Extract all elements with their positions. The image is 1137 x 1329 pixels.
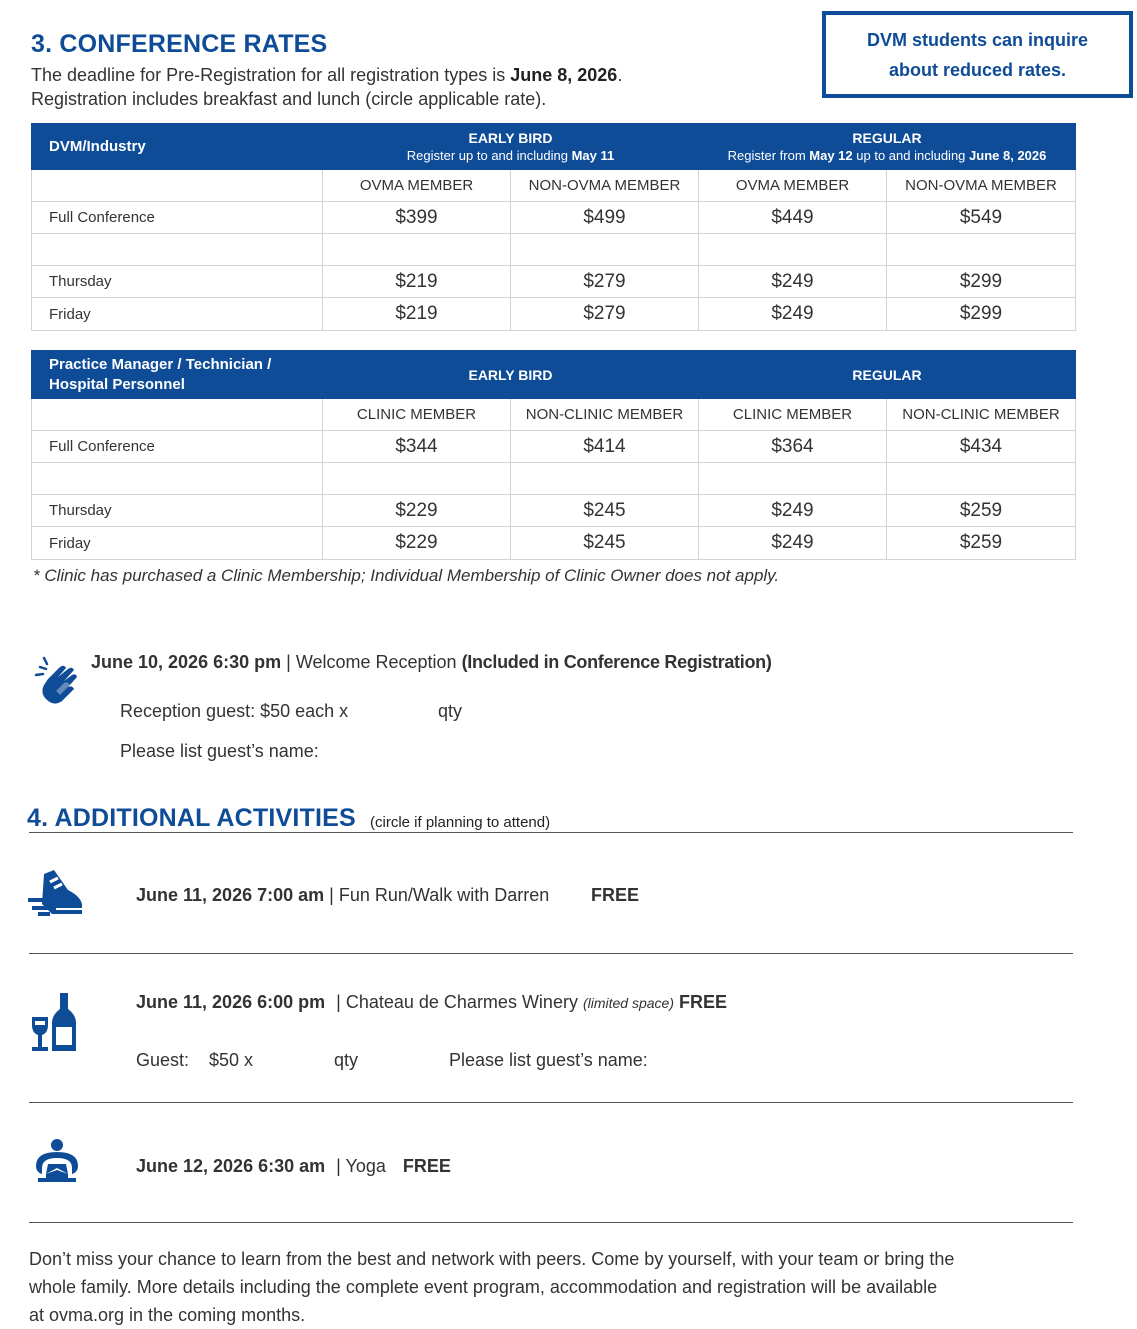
reception-datetime: June 10, 2026 6:30 pm	[91, 652, 282, 672]
regular-sub-mid: up to and including	[852, 147, 970, 163]
regular-title: REGULAR	[852, 129, 922, 146]
table-row	[32, 463, 1076, 495]
winery-guest-label: Guest:	[136, 1050, 190, 1070]
price-cell[interactable]: $259	[887, 527, 1076, 560]
regular-header: REGULAR	[699, 351, 1076, 399]
price-cell	[699, 463, 887, 495]
price-cell[interactable]: $249	[699, 298, 887, 331]
winery-name: Chateau de Charmes Winery	[345, 992, 578, 1012]
yoga-line	[136, 1156, 451, 1177]
row-label: Thursday	[32, 495, 323, 527]
price-cell	[511, 463, 699, 495]
column-header: NON-CLINIC MEMBER	[511, 399, 699, 431]
empty-cell	[32, 170, 323, 202]
price-cell	[887, 234, 1076, 266]
yoga-icon	[32, 1138, 82, 1188]
separator: |	[336, 992, 341, 1012]
clapping-hands-icon	[34, 655, 82, 709]
price-cell[interactable]: $219	[323, 266, 511, 298]
early-sub-text: Register up to and including	[406, 147, 572, 163]
price-cell	[323, 463, 511, 495]
price-cell[interactable]: $299	[887, 266, 1076, 298]
column-header-row	[32, 170, 1076, 202]
label-line-2: Hospital Personnel	[49, 375, 185, 393]
dvm-rates-table	[31, 123, 1076, 331]
deadline-date: June 8, 2026	[510, 65, 618, 85]
closing-line-1: Don’t miss your chance to learn from the best and network with peers. Come by yourself, with your team or bring the	[29, 1249, 955, 1269]
row-label: Friday	[32, 298, 323, 331]
price-cell[interactable]: $245	[511, 527, 699, 560]
price-cell	[511, 234, 699, 266]
row-label: Thursday	[32, 266, 323, 298]
early-bird-header	[323, 124, 699, 170]
price-cell[interactable]: $279	[511, 298, 699, 331]
price-cell[interactable]: $229	[323, 527, 511, 560]
regular-sub-date-2: June 8, 2026	[969, 147, 1047, 163]
reception-guest-names-label[interactable]: Please list guest’s name:	[120, 741, 319, 761]
early-bird-title: EARLY BIRD	[468, 129, 553, 146]
row-label	[32, 234, 323, 266]
wine-icon	[30, 991, 78, 1053]
early-bird-header: EARLY BIRD	[323, 351, 699, 399]
divider	[29, 1102, 1073, 1103]
column-header: CLINIC MEMBER	[323, 399, 511, 431]
price-cell[interactable]: $229	[323, 495, 511, 527]
section-3-intro	[31, 63, 791, 111]
yoga-price[interactable]: FREE	[402, 1156, 451, 1176]
closing-line-2: whole family. More details including the complete event program, accommodation and registration will be available	[29, 1277, 938, 1297]
regular-sub-text: Register from	[727, 147, 810, 163]
winery-price[interactable]: FREE	[679, 992, 728, 1012]
regular-subtitle	[699, 147, 1075, 165]
reception-guest-label: Reception guest: $50 each x	[120, 701, 349, 721]
regular-sub-date-1: May 12	[809, 147, 853, 163]
table-row	[32, 298, 1076, 331]
column-header: NON-OVMA MEMBER	[887, 170, 1076, 202]
notice-line-1: DVM students can inquire	[866, 30, 1089, 50]
reception-name: Welcome Reception	[295, 652, 457, 672]
price-cell[interactable]: $499	[511, 202, 699, 234]
price-cell[interactable]: $364	[699, 431, 887, 463]
table-header-row	[32, 124, 1076, 170]
section-4-subtitle: (circle if planning to attend)	[370, 814, 551, 831]
row-label	[32, 463, 323, 495]
reception-qty-label[interactable]: qty	[438, 701, 463, 721]
table-row	[32, 266, 1076, 298]
run-line	[136, 885, 549, 906]
winery-datetime: June 11, 2026 6:00 pm	[136, 992, 326, 1012]
table-header-row	[32, 351, 1076, 399]
dvm-industry-label: DVM/Industry	[32, 124, 323, 170]
price-cell[interactable]: $434	[887, 431, 1076, 463]
section-3-title: 3. CONFERENCE RATES	[31, 30, 328, 58]
table-row	[32, 202, 1076, 234]
label-line-1: Practice Manager / Technician /	[49, 355, 272, 373]
practice-rates-table	[31, 350, 1076, 560]
separator: |	[329, 885, 334, 905]
run-name: Fun Run/Walk with Darren	[338, 885, 550, 905]
price-cell[interactable]: $414	[511, 431, 699, 463]
intro-text: The deadline for Pre-Registration for all registration types is	[31, 65, 511, 85]
price-cell[interactable]: $249	[699, 495, 887, 527]
notice-line-2: about reduced rates.	[888, 60, 1067, 80]
price-cell[interactable]: $549	[887, 202, 1076, 234]
column-header: OVMA MEMBER	[699, 170, 887, 202]
closing-paragraph	[29, 1245, 1119, 1329]
price-cell	[323, 234, 511, 266]
column-header: NON-CLINIC MEMBER	[887, 399, 1076, 431]
row-label: Full Conference	[32, 431, 323, 463]
separator: |	[336, 1156, 341, 1176]
table-row	[32, 234, 1076, 266]
divider	[29, 953, 1073, 954]
winery-guest-names-label[interactable]: Please list guest’s name:	[449, 1050, 648, 1070]
column-header-row	[32, 399, 1076, 431]
price-cell[interactable]: $279	[511, 266, 699, 298]
regular-header	[699, 124, 1076, 170]
yoga-datetime: June 12, 2026 6:30 am	[136, 1156, 326, 1176]
table-row	[32, 495, 1076, 527]
row-label: Friday	[32, 527, 323, 560]
price-cell[interactable]: $399	[323, 202, 511, 234]
yoga-name: Yoga	[345, 1156, 386, 1176]
price-cell[interactable]: $299	[887, 298, 1076, 331]
table-row	[32, 527, 1076, 560]
price-cell[interactable]: $249	[699, 527, 887, 560]
reception-line	[91, 652, 772, 673]
winery-line	[136, 992, 727, 1013]
section-4-title: 4. ADDITIONAL ACTIVITIES	[27, 804, 356, 832]
winery-guest-price: $50 x	[209, 1050, 254, 1070]
price-cell[interactable]: $245	[511, 495, 699, 527]
price-cell[interactable]: $344	[323, 431, 511, 463]
price-cell[interactable]: $259	[887, 495, 1076, 527]
column-header: CLINIC MEMBER	[699, 399, 887, 431]
column-header: OVMA MEMBER	[323, 170, 511, 202]
clinic-footnote: * Clinic has purchased a Clinic Membership; Individual Membership of Clinic Owner does not apply.	[33, 566, 780, 585]
run-price[interactable]: FREE	[591, 885, 640, 905]
separator: |	[286, 652, 291, 672]
intro-period: .	[617, 65, 623, 85]
empty-cell	[32, 399, 323, 431]
run-datetime: June 11, 2026 7:00 am	[136, 885, 325, 905]
price-cell	[887, 463, 1076, 495]
winery-note: (limited space)	[582, 995, 674, 1011]
table-row	[32, 431, 1076, 463]
intro-line-2: Registration includes breakfast and lunch (circle applicable rate).	[31, 89, 547, 109]
price-cell	[699, 234, 887, 266]
practice-manager-label	[32, 351, 323, 399]
reception-note: (Included in Conference Registration)	[461, 652, 772, 672]
winery-qty-label[interactable]: qty	[334, 1050, 359, 1070]
row-label: Full Conference	[32, 202, 323, 234]
price-cell[interactable]: $449	[699, 202, 887, 234]
early-sub-date: May 11	[571, 147, 615, 163]
column-header: NON-OVMA MEMBER	[511, 170, 699, 202]
running-shoe-icon	[28, 868, 84, 918]
early-bird-subtitle	[323, 147, 698, 165]
closing-line-3: at ovma.org in the coming months.	[29, 1305, 306, 1325]
divider	[29, 1222, 1073, 1223]
price-cell[interactable]: $249	[699, 266, 887, 298]
price-cell[interactable]: $219	[323, 298, 511, 331]
section-4-divider	[29, 832, 1073, 833]
student-notice-box	[822, 11, 1133, 98]
